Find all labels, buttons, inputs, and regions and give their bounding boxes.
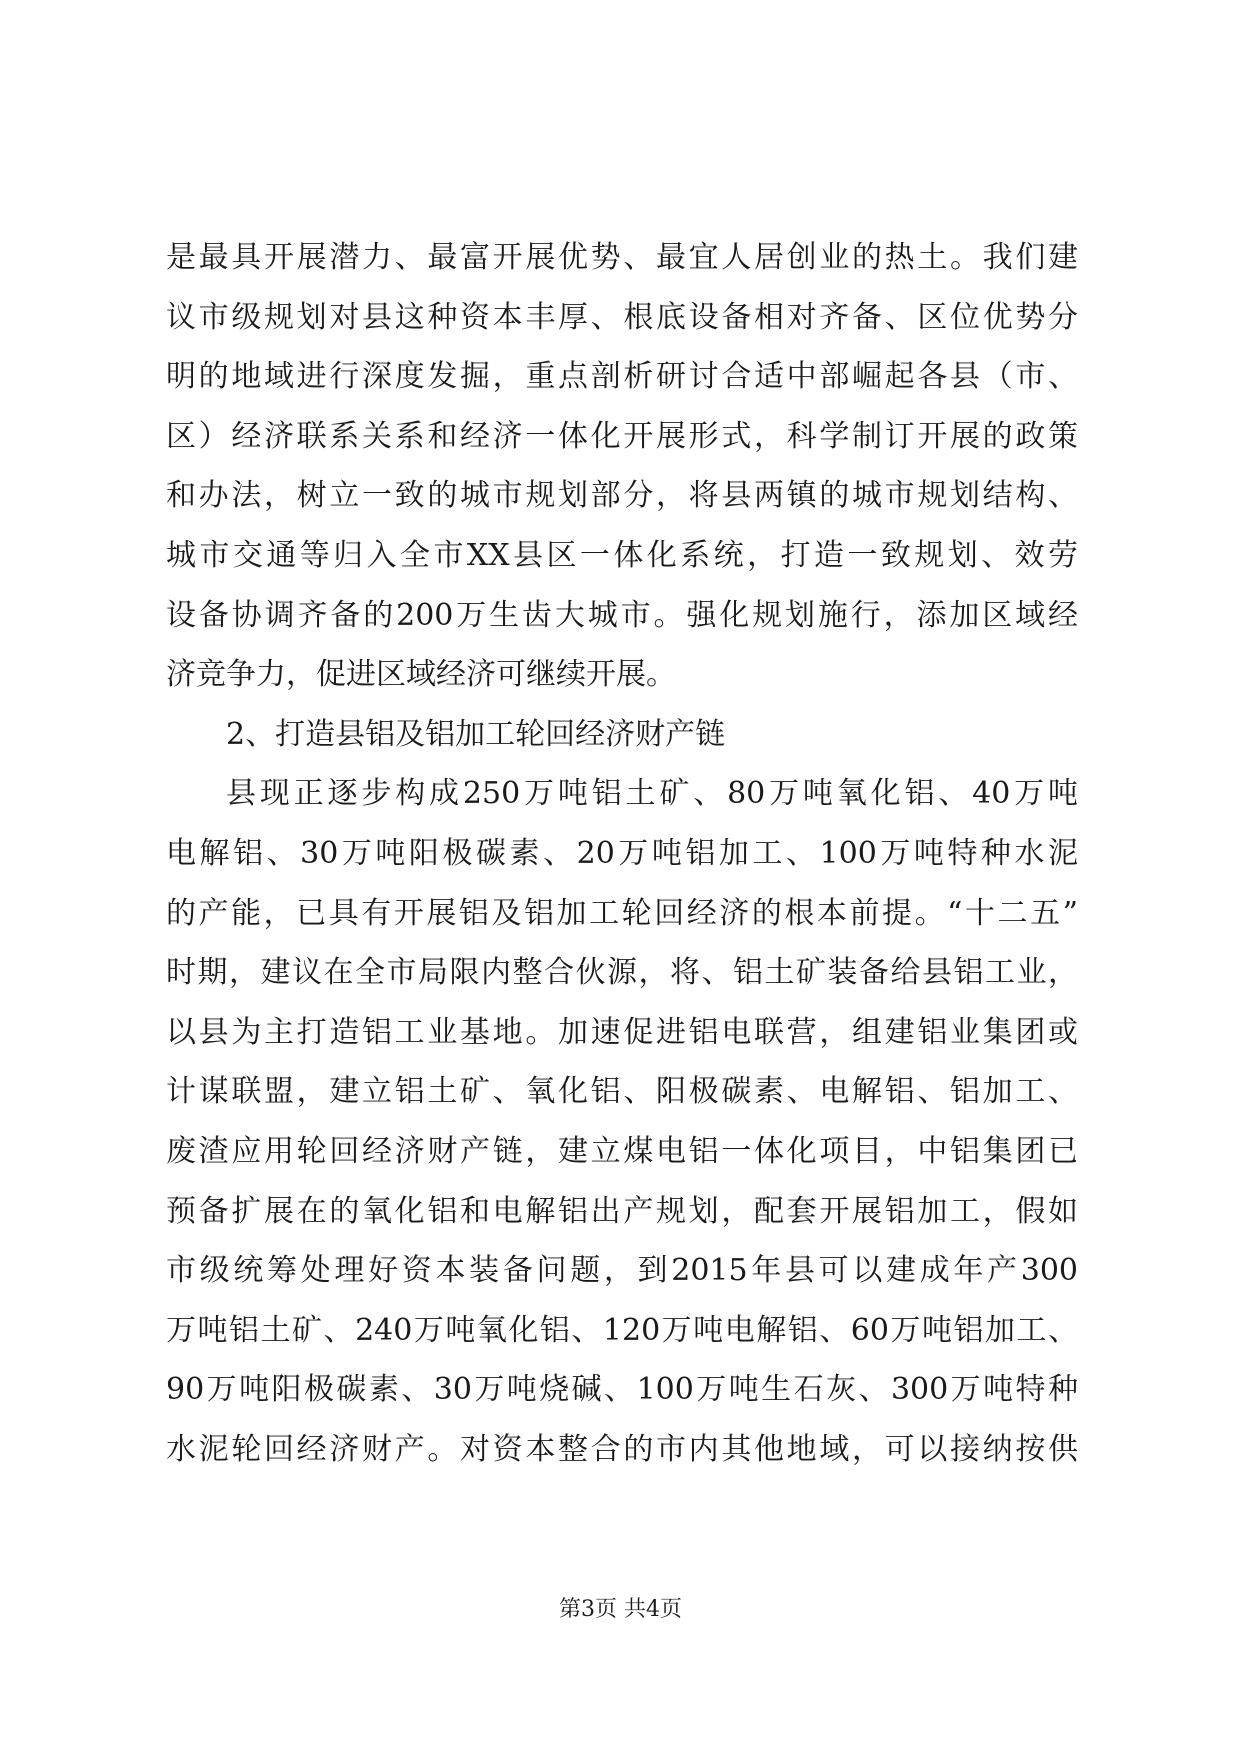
paragraph-line: 水泥轮回经济财产。对资本整合的市内其他地域，可以接纳按供 xyxy=(166,1431,1078,1467)
paragraph-line: 的产能，已具有开展铝及铝加工轮回经济的根本前提。“十二五” xyxy=(166,895,1078,931)
paragraph-line: 县现正逐步构成250万吨铝土矿、80万吨氧化铝、40万吨 xyxy=(226,776,1078,812)
document-body xyxy=(166,228,1078,1479)
paragraph-line: 市级统筹处理好资本装备问题，到2015年县可以建成年产300 xyxy=(166,1253,1078,1289)
paragraph-line: 万吨铝土矿、240万吨氧化铝、120万吨电解铝、60万吨铝加工、 xyxy=(166,1312,1078,1348)
paragraph-line: 以县为主打造铝工业基地。加速促进铝电联营，组建铝业集团或 xyxy=(166,1014,1078,1050)
paragraph-line: 是最具开展潜力、最富开展优势、最宜人居创业的热土。我们建 xyxy=(166,240,1078,275)
paragraph-line: 电解铝、30万吨阳极碳素、20万吨铝加工、100万吨特种水泥 xyxy=(166,835,1078,871)
paragraph-line: 预备扩展在的氧化铝和电解铝出产规划，配套开展铝加工，假如 xyxy=(166,1193,1078,1229)
paragraph-line: 区）经济联系关系和经济一体化开展形式，科学制订开展的政策 xyxy=(166,418,1078,454)
paragraph-line: 90万吨阳极碳素、30万吨烧碱、100万吨生石灰、300万吨特种 xyxy=(166,1372,1078,1408)
paragraph-line: 时期，建议在全市局限内整合伙源，将、铝土矿装备给县铝工业， xyxy=(166,955,1078,991)
paragraph-line: 议市级规划对县这种资本丰厚、根底设备相对齐备、区位优势分 xyxy=(166,299,1078,335)
paragraph-line: 计谋联盟，建立铝土矿、氧化铝、阳极碳素、电解铝、铝加工、 xyxy=(166,1074,1078,1110)
paragraph-line: 设备协调齐备的200万生齿大城市。强化规划施行，添加区域经 xyxy=(166,597,1078,633)
paragraph-line: 城市交通等归入全市XX县区一体化系统，打造一致规划、效劳 xyxy=(166,537,1078,573)
paragraph-line: 济竞争力，促进区域经济可继续开展。 xyxy=(166,657,676,693)
paragraph-line: 和办法，树立一致的城市规划部分，将县两镇的城市规划结构、 xyxy=(166,478,1078,514)
paragraph-line: 废渣应用轮回经济财产链，建立煤电铝一体化项目，中铝集团已 xyxy=(166,1133,1078,1169)
page-number-footer: 第3页 共4页 xyxy=(559,1597,682,1622)
section-heading: 2、打造县铝及铝加工轮回经济财产链 xyxy=(226,716,726,752)
paragraph-line: 明的地域进行深度发掘，重点剖析研讨合适中部崛起各县（市、 xyxy=(166,359,1078,395)
